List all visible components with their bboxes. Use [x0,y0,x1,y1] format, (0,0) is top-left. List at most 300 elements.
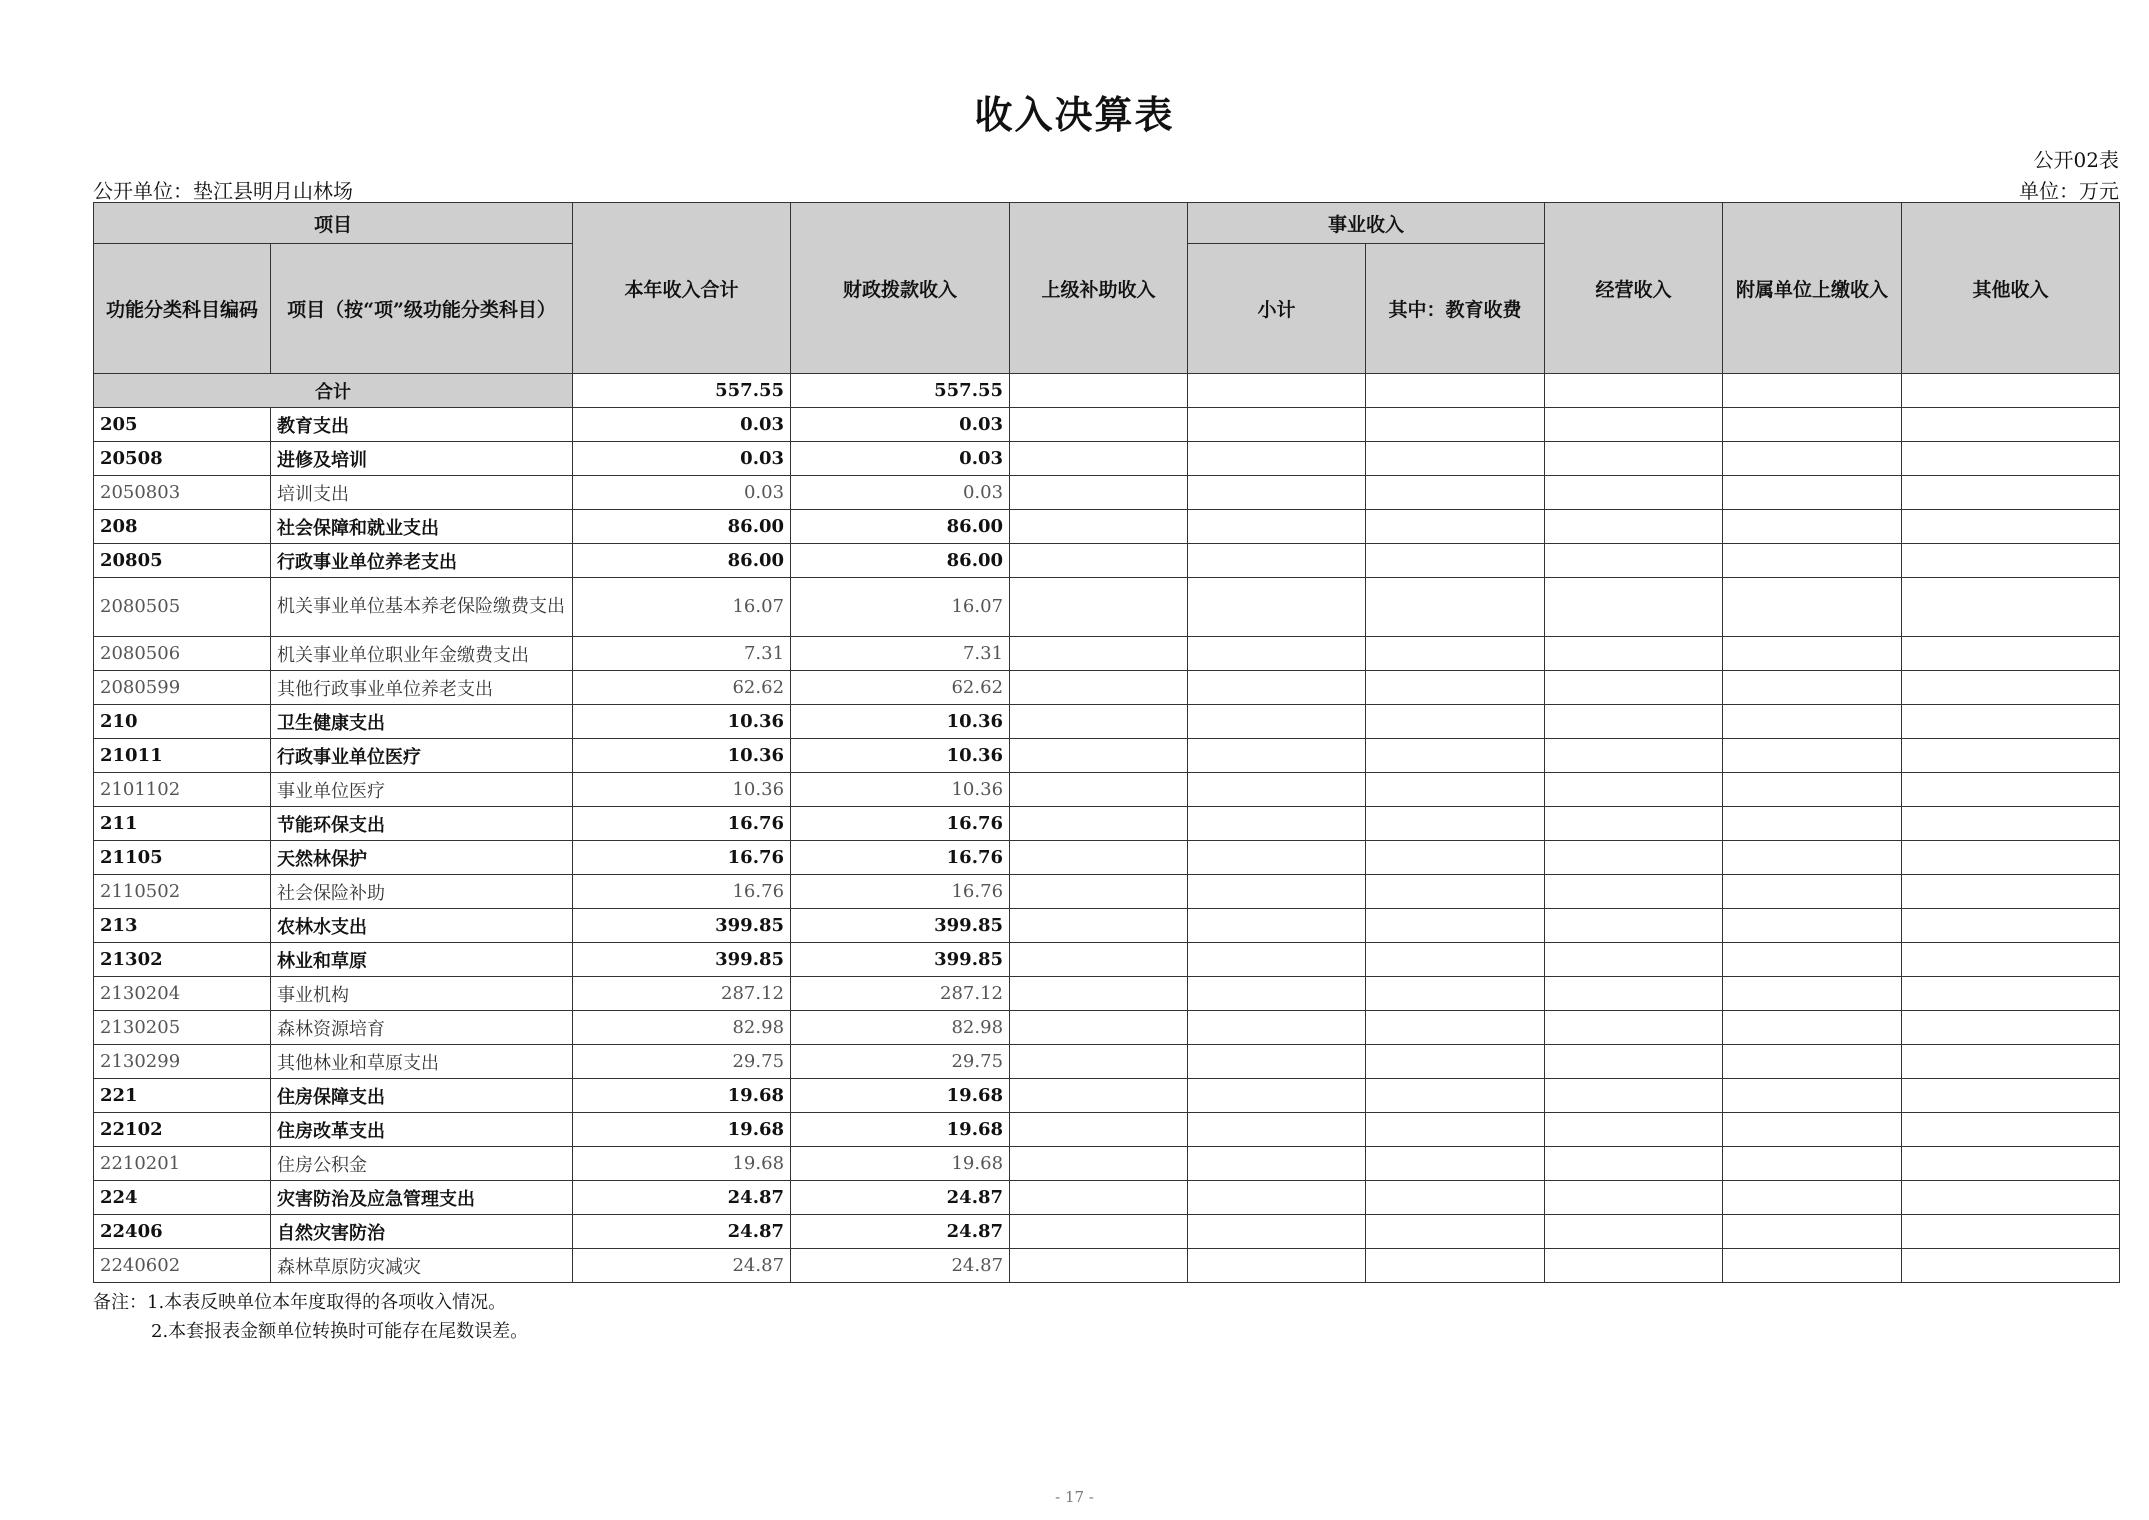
empty-cell [1366,578,1545,637]
code-cell: 211 [94,807,271,841]
total-income-cell: 10.36 [573,739,791,773]
empty-cell [1545,841,1723,875]
empty-cell [1723,943,1902,977]
notes [93,1288,528,1346]
table-row [94,875,2120,909]
empty-cell [1902,637,2120,671]
fiscal-cell: 24.87 [791,1249,1010,1283]
empty-cell [1010,637,1188,671]
fiscal-cell: 16.76 [791,807,1010,841]
empty-cell [1188,1113,1366,1147]
empty-cell [1188,1249,1366,1283]
header-other: 其他收入 [1902,203,2120,374]
code-cell: 2210201 [94,1147,271,1181]
empty-cell [1366,476,1545,510]
name-cell: 行政事业单位养老支出 [271,544,573,578]
total-row [94,374,2120,408]
empty-cell [1902,773,2120,807]
empty-cell [1010,909,1188,943]
code-cell: 21105 [94,841,271,875]
header-code: 功能分类科目编码 [94,244,271,374]
name-cell: 进修及培训 [271,442,573,476]
fiscal-cell: 10.36 [791,705,1010,739]
empty-cell [1723,637,1902,671]
empty-cell [1010,578,1188,637]
empty-cell [1366,408,1545,442]
table-row [94,1181,2120,1215]
code-cell: 2130204 [94,977,271,1011]
fiscal-cell: 24.87 [791,1215,1010,1249]
empty-cell [1723,510,1902,544]
name-cell: 事业机构 [271,977,573,1011]
total-income-cell: 0.03 [573,476,791,510]
empty-cell [1723,1079,1902,1113]
empty-cell [1188,578,1366,637]
name-cell: 教育支出 [271,408,573,442]
header-fiscal: 财政拨款收入 [791,203,1010,374]
empty-cell [1545,807,1723,841]
empty-cell [1010,1147,1188,1181]
name-cell: 住房改革支出 [271,1113,573,1147]
empty-cell [1723,1045,1902,1079]
code-cell: 20508 [94,442,271,476]
empty-cell [1902,977,2120,1011]
empty-cell [1545,1011,1723,1045]
empty-cell [1902,476,2120,510]
table-row [94,442,2120,476]
empty-cell [1188,374,1366,408]
empty-cell [1366,943,1545,977]
empty-cell [1902,1113,2120,1147]
total-income-cell: 399.85 [573,943,791,977]
header-subtotal: 小计 [1188,244,1366,374]
empty-cell [1545,578,1723,637]
table-row [94,977,2120,1011]
empty-cell [1366,773,1545,807]
unit-label: 单位：万元 [2019,179,2119,203]
table-row [94,510,2120,544]
fiscal-cell: 24.87 [791,1181,1010,1215]
fiscal-cell: 16.07 [791,578,1010,637]
empty-cell [1010,476,1188,510]
name-cell: 自然灾害防治 [271,1215,573,1249]
table-row [94,1011,2120,1045]
empty-cell [1545,909,1723,943]
total-income-cell: 19.68 [573,1079,791,1113]
table-row [94,637,2120,671]
empty-cell [1366,705,1545,739]
fiscal-cell: 0.03 [791,408,1010,442]
empty-cell [1902,671,2120,705]
empty-cell [1723,739,1902,773]
empty-cell [1188,408,1366,442]
total-income-cell: 16.07 [573,578,791,637]
empty-cell [1366,1215,1545,1249]
empty-cell [1902,510,2120,544]
empty-cell [1902,1215,2120,1249]
empty-cell [1545,442,1723,476]
code-cell: 210 [94,705,271,739]
name-cell: 灾害防治及应急管理支出 [271,1181,573,1215]
name-cell: 住房保障支出 [271,1079,573,1113]
empty-cell [1545,671,1723,705]
empty-cell [1010,841,1188,875]
table-row [94,1113,2120,1147]
code-cell: 2130205 [94,1011,271,1045]
empty-cell [1723,705,1902,739]
empty-cell [1366,671,1545,705]
empty-cell [1366,1045,1545,1079]
empty-cell [1010,1113,1188,1147]
empty-cell [1902,544,2120,578]
code-cell: 2240602 [94,1249,271,1283]
total-income-cell: 287.12 [573,977,791,1011]
code-cell: 22102 [94,1113,271,1147]
empty-cell [1188,476,1366,510]
empty-cell [1545,977,1723,1011]
fiscal-cell: 86.00 [791,544,1010,578]
table-row [94,1045,2120,1079]
table-row [94,705,2120,739]
empty-cell [1545,1113,1723,1147]
empty-cell [1366,1181,1545,1215]
empty-cell [1902,442,2120,476]
header-business-income: 事业收入 [1188,203,1545,244]
name-cell: 农林水支出 [271,909,573,943]
fiscal-cell: 399.85 [791,943,1010,977]
code-cell: 20805 [94,544,271,578]
empty-cell [1723,374,1902,408]
empty-cell [1545,476,1723,510]
empty-cell [1188,909,1366,943]
empty-cell [1902,374,2120,408]
empty-cell [1188,807,1366,841]
empty-cell [1902,578,2120,637]
empty-cell [1010,773,1188,807]
form-number: 公开02表 [2033,148,2119,172]
empty-cell [1010,1011,1188,1045]
name-cell: 社会保险补助 [271,875,573,909]
empty-cell [1902,1147,2120,1181]
empty-cell [1188,1181,1366,1215]
total-label: 合计 [94,374,573,408]
empty-cell [1723,807,1902,841]
income-table [93,202,2120,1283]
empty-cell [1366,909,1545,943]
empty-cell [1545,773,1723,807]
name-cell: 林业和草原 [271,943,573,977]
empty-cell [1010,510,1188,544]
empty-cell [1545,544,1723,578]
empty-cell [1545,705,1723,739]
fiscal-cell: 16.76 [791,875,1010,909]
fiscal-cell: 62.62 [791,671,1010,705]
header-project: 项目 [94,203,573,244]
empty-cell [1723,977,1902,1011]
empty-cell [1188,841,1366,875]
empty-cell [1010,1249,1188,1283]
table-row [94,544,2120,578]
empty-cell [1188,637,1366,671]
fiscal-cell: 7.31 [791,637,1010,671]
total-income-cell: 24.87 [573,1215,791,1249]
empty-cell [1366,977,1545,1011]
table-row [94,943,2120,977]
empty-cell [1902,943,2120,977]
code-cell: 208 [94,510,271,544]
total-income-cell: 16.76 [573,841,791,875]
empty-cell [1902,875,2120,909]
total-income-cell: 16.76 [573,807,791,841]
empty-cell [1366,1079,1545,1113]
code-cell: 213 [94,909,271,943]
empty-cell [1188,773,1366,807]
empty-cell [1188,544,1366,578]
empty-cell [1902,909,2120,943]
header-education-fee: 其中：教育收费 [1366,244,1545,374]
empty-cell [1723,1215,1902,1249]
empty-cell [1188,671,1366,705]
table-row [94,773,2120,807]
empty-cell [1902,1011,2120,1045]
fiscal-cell: 29.75 [791,1045,1010,1079]
empty-cell [1366,1249,1545,1283]
note-2: 2.本套报表金额单位转换时可能存在尾数误差。 [151,1321,529,1342]
empty-cell [1366,510,1545,544]
unit-line [93,175,2119,204]
fiscal-cell: 19.68 [791,1113,1010,1147]
empty-cell [1723,1249,1902,1283]
empty-cell [1902,1045,2120,1079]
table-row [94,578,2120,637]
code-cell: 205 [94,408,271,442]
total-income-cell: 82.98 [573,1011,791,1045]
name-cell: 社会保障和就业支出 [271,510,573,544]
fiscal-cell: 399.85 [791,909,1010,943]
fiscal-cell: 0.03 [791,442,1010,476]
fiscal-cell: 19.68 [791,1147,1010,1181]
empty-cell [1010,807,1188,841]
fiscal-cell: 86.00 [791,510,1010,544]
empty-cell [1545,739,1723,773]
table-row [94,1079,2120,1113]
total-income-cell: 62.62 [573,671,791,705]
empty-cell [1010,875,1188,909]
table-row [94,841,2120,875]
code-cell: 21302 [94,943,271,977]
empty-cell [1545,1147,1723,1181]
empty-cell [1723,442,1902,476]
page-title: 收入决算表 [974,92,1175,137]
table-row [94,476,2120,510]
empty-cell [1010,943,1188,977]
table-row [94,1147,2120,1181]
code-cell: 21011 [94,739,271,773]
empty-cell [1545,943,1723,977]
empty-cell [1902,1181,2120,1215]
empty-cell [1366,637,1545,671]
empty-cell [1366,374,1545,408]
org-label: 公开单位：垫江县明月山林场 [93,179,353,203]
total-income-cell: 557.55 [573,374,791,408]
code-cell: 22406 [94,1215,271,1249]
empty-cell [1902,1249,2120,1283]
table-row [94,909,2120,943]
empty-cell [1545,1045,1723,1079]
empty-cell [1010,544,1188,578]
empty-cell [1902,408,2120,442]
empty-cell [1366,807,1545,841]
name-cell: 其他林业和草原支出 [271,1045,573,1079]
name-cell: 机关事业单位基本养老保险缴费支出 [271,578,573,637]
empty-cell [1188,943,1366,977]
code-cell: 2110502 [94,875,271,909]
total-income-cell: 19.68 [573,1113,791,1147]
name-cell: 行政事业单位医疗 [271,739,573,773]
name-cell: 卫生健康支出 [271,705,573,739]
empty-cell [1010,442,1188,476]
empty-cell [1188,1215,1366,1249]
total-income-cell: 0.03 [573,442,791,476]
empty-cell [1188,977,1366,1011]
code-cell: 221 [94,1079,271,1113]
total-income-cell: 399.85 [573,909,791,943]
header-operating: 经营收入 [1545,203,1723,374]
empty-cell [1010,977,1188,1011]
fiscal-cell: 10.36 [791,739,1010,773]
total-income-cell: 86.00 [573,544,791,578]
empty-cell [1902,705,2120,739]
empty-cell [1366,875,1545,909]
empty-cell [1188,705,1366,739]
empty-cell [1723,875,1902,909]
empty-cell [1188,739,1366,773]
empty-cell [1902,841,2120,875]
empty-cell [1545,408,1723,442]
empty-cell [1545,1079,1723,1113]
header-name: 项目（按“项”级功能分类科目） [271,244,573,374]
empty-cell [1188,442,1366,476]
total-income-cell: 7.31 [573,637,791,671]
fiscal-cell: 16.76 [791,841,1010,875]
empty-cell [1723,1181,1902,1215]
empty-cell [1366,1011,1545,1045]
empty-cell [1723,544,1902,578]
table-row [94,671,2120,705]
code-cell: 2101102 [94,773,271,807]
empty-cell [1366,841,1545,875]
empty-cell [1723,773,1902,807]
total-fiscal-cell: 557.55 [791,374,1010,408]
empty-cell [1010,1079,1188,1113]
empty-cell [1902,807,2120,841]
code-cell: 2080506 [94,637,271,671]
empty-cell [1010,671,1188,705]
name-cell: 事业单位医疗 [271,773,573,807]
name-cell: 其他行政事业单位养老支出 [271,671,573,705]
total-income-cell: 24.87 [573,1181,791,1215]
empty-cell [1010,1215,1188,1249]
code-cell: 2050803 [94,476,271,510]
empty-cell [1545,1181,1723,1215]
fiscal-cell: 10.36 [791,773,1010,807]
code-cell: 2080505 [94,578,271,637]
empty-cell [1723,1113,1902,1147]
empty-cell [1545,875,1723,909]
empty-cell [1366,544,1545,578]
table-row [94,1215,2120,1249]
empty-cell [1545,1215,1723,1249]
empty-cell [1545,1249,1723,1283]
code-cell: 2130299 [94,1045,271,1079]
name-cell: 节能环保支出 [271,807,573,841]
empty-cell [1545,637,1723,671]
code-cell: 224 [94,1181,271,1215]
header-affiliated: 附属单位上缴收入 [1723,203,1902,374]
name-cell: 住房公积金 [271,1147,573,1181]
empty-cell [1188,1147,1366,1181]
empty-cell [1723,909,1902,943]
empty-cell [1188,1079,1366,1113]
total-income-cell: 19.68 [573,1147,791,1181]
empty-cell [1723,476,1902,510]
name-cell: 森林资源培育 [271,1011,573,1045]
fiscal-cell: 82.98 [791,1011,1010,1045]
table-row [94,739,2120,773]
empty-cell [1188,510,1366,544]
empty-cell [1010,1045,1188,1079]
empty-cell [1366,739,1545,773]
total-income-cell: 16.76 [573,875,791,909]
empty-cell [1723,578,1902,637]
fiscal-cell: 19.68 [791,1079,1010,1113]
note-1: 备注：1.本表反映单位本年度取得的各项收入情况。 [93,1292,507,1313]
empty-cell [1366,442,1545,476]
empty-cell [1723,671,1902,705]
empty-cell [1010,408,1188,442]
name-cell: 培训支出 [271,476,573,510]
table-row [94,408,2120,442]
empty-cell [1010,374,1188,408]
name-cell: 天然林保护 [271,841,573,875]
name-cell: 机关事业单位职业年金缴费支出 [271,637,573,671]
fiscal-cell: 0.03 [791,476,1010,510]
empty-cell [1010,705,1188,739]
empty-cell [1902,739,2120,773]
empty-cell [1723,1147,1902,1181]
table-row [94,1249,2120,1283]
table-row [94,807,2120,841]
empty-cell [1188,875,1366,909]
page-number: - 17 - [1055,1488,1094,1506]
empty-cell [1188,1045,1366,1079]
empty-cell [1902,1079,2120,1113]
empty-cell [1545,374,1723,408]
total-income-cell: 0.03 [573,408,791,442]
total-income-cell: 29.75 [573,1045,791,1079]
empty-cell [1010,739,1188,773]
code-cell: 2080599 [94,671,271,705]
fiscal-cell: 287.12 [791,977,1010,1011]
empty-cell [1188,1011,1366,1045]
empty-cell [1010,1181,1188,1215]
empty-cell [1366,1147,1545,1181]
header-total-income: 本年收入合计 [573,203,791,374]
header-superior-subsidy: 上级补助收入 [1010,203,1188,374]
empty-cell [1723,841,1902,875]
total-income-cell: 86.00 [573,510,791,544]
empty-cell [1366,1113,1545,1147]
